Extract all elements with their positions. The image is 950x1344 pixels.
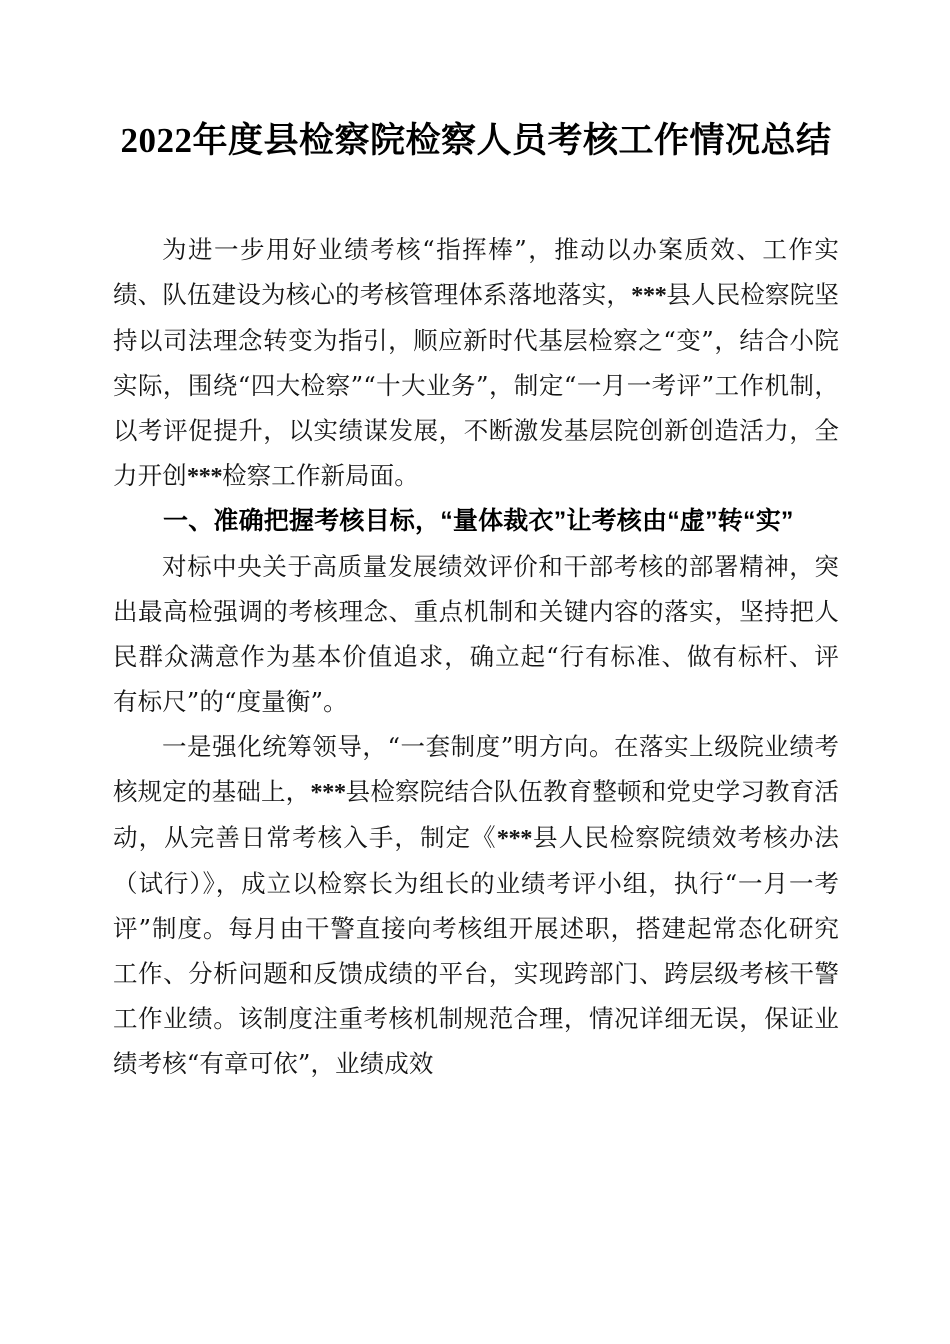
title-body-spacer xyxy=(113,164,839,227)
page-title: 2022年度县检察院检察人员考核工作情况总结 xyxy=(120,121,832,160)
redaction-mark: *** xyxy=(496,825,532,852)
redaction-mark: *** xyxy=(310,779,346,806)
intro-paragraph: 为进一步用好业绩考核“指挥棒”，推动以办案质效、工作实绩、队伍建设为核心的考核管理体系落地落实，***县人民检察院坚持以司法理念转变为指引，顺应新时代基层检察之“变”，结合小院实际，围绕“四大检察”“十大业务”，制定“一月一考评”工作机制，以考评促提升，以实绩谋发展，不断激发基层院创新创造活力，全力开创***检察工作新局面。 xyxy=(113,235,839,490)
document-body xyxy=(113,118,839,1086)
redaction-mark: *** xyxy=(631,282,667,309)
section-heading-one: 一、准确把握考核目标，“量体裁衣”让考核由“虚”转“实” xyxy=(163,507,794,535)
section-one-paragraph-1: 对标中央关于高质量发展绩效评价和干部考核的部署精神，突出最高检强调的考核理念、重点机制和关键内容的落实，坚持把人民群众满意作为基本价值追求，确立起“行有标准、做有标杆、评有标尺”的“度量衡”。 xyxy=(113,552,839,716)
section-one-paragraph-2: 一是强化统筹领导，“一套制度”明方向。在落实上级院业绩考核规定的基础上，***县检察院结合队伍教育整顿和党史学习教育活动，从完善日常考核入手，制定《***县人民检察院绩效考核办法（试行）》，成立以检察长为组长的业绩考评小组，执行“一月一考评”制度。每月由干警直接向考核组开展述职，搭建起常态化研究工作、分析问题和反馈成绩的平台，实现跨部门、跨层级考核干警工作业绩。该制度注重考核机制规范合理，情况详细无误，保证业绩考核“有章可依”，业绩成效 xyxy=(113,732,839,1078)
redaction-mark: *** xyxy=(186,463,223,490)
